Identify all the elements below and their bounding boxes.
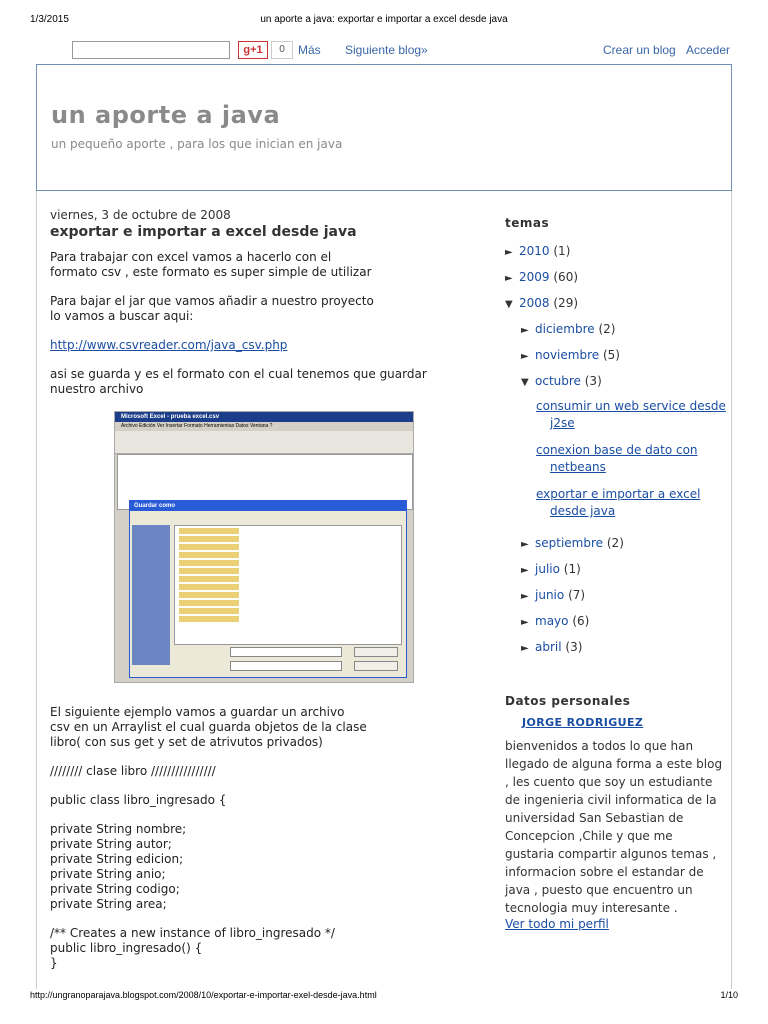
sidebar — [505, 208, 727, 931]
save-as-dialog-title: Guardar como — [130, 501, 406, 511]
archive-count: (3) — [565, 640, 583, 654]
archive-month-mayo[interactable] — [521, 608, 727, 634]
profile-about: bienvenidos a todos lo que han llegado de alguna forma a este blog , les cuento que soy un estudiante de ingenieria civil informatica de la universidad San Sebastian de Concepcion ,Chile y que me gustaria compartir algunos temas , informacion sobre el estandar de java , puesto que encuentro un tecnologia muy interesante . — [505, 739, 723, 915]
collapse-icon[interactable]: ▼ — [505, 299, 513, 310]
code-block — [50, 764, 450, 971]
archive-post-item — [521, 398, 727, 432]
archive-month-octubre[interactable] — [521, 368, 727, 394]
archive-year-2008[interactable] — [505, 290, 727, 316]
expand-icon[interactable]: ► — [505, 273, 513, 284]
create-blog-link[interactable]: Crear un blog — [603, 43, 676, 57]
archive-month-link[interactable]: octubre — [535, 374, 581, 388]
plus-one-count: 0 — [271, 41, 293, 59]
navbar-search-input[interactable] — [72, 41, 230, 59]
code-line: private String nombre; private String autor; private String edicion; private String anio; private String codigo; private String area; — [50, 822, 187, 911]
expand-icon[interactable]: ► — [521, 643, 529, 654]
print-page-number: 1/10 — [720, 990, 738, 1000]
csvreader-link[interactable]: http://www.csvreader.com/java_csv.php — [50, 338, 288, 352]
post-title[interactable]: exportar e importar a excel desde java — [50, 224, 357, 240]
archive-month-link[interactable]: septiembre — [535, 536, 604, 550]
post-date: viernes, 3 de octubre de 2008 — [50, 208, 231, 222]
print-date: 1/3/2015 — [30, 14, 69, 25]
blog-description: un pequeño aporte , para los que inician en java — [51, 137, 343, 151]
archive-count: (1) — [563, 562, 581, 576]
archive-month-link[interactable]: mayo — [535, 614, 569, 628]
archive-post-item — [521, 486, 727, 520]
archive-month-noviembre[interactable] — [521, 342, 727, 368]
archive-month-diciembre[interactable] — [521, 316, 727, 342]
code-line: //////// clase libro //////////////// — [50, 764, 216, 778]
blog-post — [50, 208, 450, 985]
expand-icon[interactable]: ► — [521, 351, 529, 362]
archive-count: (6) — [572, 614, 590, 628]
collapse-icon[interactable]: ▼ — [521, 377, 529, 388]
cancel-button — [354, 661, 398, 671]
blog-title[interactable]: un aporte a java — [51, 101, 281, 129]
see-full-profile-link[interactable]: Ver todo mi perfil — [505, 917, 609, 931]
archive-count: (7) — [568, 588, 586, 602]
filetype-field — [230, 661, 342, 671]
more-link[interactable]: Más — [298, 43, 321, 57]
post-paragraph: asi se guarda y es el formato con el cual tenemos que guardar nuestro archivo — [50, 367, 427, 396]
profile-name-link[interactable]: JORGE RODRIGUEZ — [522, 716, 644, 729]
archive-title: temas — [505, 216, 550, 230]
expand-icon[interactable]: ► — [521, 591, 529, 602]
expand-icon[interactable]: ► — [521, 617, 529, 628]
archive-count: (5) — [602, 348, 620, 362]
archive-count: (1) — [553, 244, 571, 258]
excel-menu-bar: Archivo Edición Ver Insertar Formato Herramientas Datos Ventana ? — [121, 423, 273, 429]
archive-count: (29) — [553, 296, 579, 310]
archive-month-junio[interactable] — [521, 582, 727, 608]
archive-month-julio[interactable] — [521, 556, 727, 582]
archive-month-septiembre[interactable] — [521, 530, 727, 556]
archive-year-link[interactable]: 2010 — [519, 244, 550, 258]
blog-header — [36, 64, 732, 191]
archive-count: (2) — [606, 536, 624, 550]
print-title: un aporte a java: exportar e importar a excel desde java — [260, 14, 508, 25]
archive-post-link[interactable]: consumir un web service desde j2se — [536, 399, 726, 430]
code-line: public class libro_ingresado { — [50, 793, 227, 807]
expand-icon[interactable]: ► — [505, 247, 513, 258]
archive-year-2009[interactable] — [505, 264, 727, 290]
blogger-navbar — [30, 38, 738, 64]
code-line: /** Creates a new instance of libro_ingresado */ public libro_ingresado() { } — [50, 926, 335, 970]
archive-count: (60) — [553, 270, 579, 284]
archive-count: (3) — [584, 374, 602, 388]
archive-year-2010[interactable] — [505, 238, 727, 264]
excel-title-bar: Microsoft Excel - prueba excel.csv — [115, 412, 413, 422]
expand-icon[interactable]: ► — [521, 325, 529, 336]
places-bar — [132, 525, 170, 665]
print-footer — [30, 990, 738, 1004]
print-url: http://ungranoparajava.blogspot.com/2008/10/exportar-e-importar-exel-desde-java.html — [30, 990, 377, 1000]
archive-year-link[interactable]: 2009 — [519, 270, 550, 284]
expand-icon[interactable]: ► — [521, 565, 529, 576]
save-as-dialog — [129, 500, 407, 678]
archive-year-link[interactable]: 2008 — [519, 296, 550, 310]
folder-list — [174, 525, 402, 645]
excel-toolbar — [115, 431, 413, 454]
archive-post-item — [521, 442, 727, 476]
print-header — [30, 14, 738, 28]
profile-title: Datos personales — [505, 694, 631, 708]
save-button — [354, 647, 398, 657]
sign-in-link[interactable]: Acceder — [686, 43, 731, 57]
post-paragraph: El siguiente ejemplo vamos a guardar un archivo csv en un Arraylist el cual guarda objetos de la clase libro( con sus get y set de atrivutos privados) — [50, 705, 367, 749]
archive-month-abril[interactable] — [521, 634, 727, 660]
next-blog-link[interactable]: Siguiente blog» — [345, 43, 428, 57]
archive-month-link[interactable]: noviembre — [535, 348, 600, 362]
google-plus-one-button[interactable]: g+1 — [238, 41, 268, 59]
post-paragraph: Para trabajar con excel vamos a hacerlo con el formato csv , este formato es super simple de utilizar — [50, 250, 372, 279]
archive-post-link[interactable]: conexion base de dato con netbeans — [536, 443, 698, 474]
filename-field — [230, 647, 342, 657]
post-paragraph: Para bajar el jar que vamos añadir a nuestro proyecto lo vamos a buscar aqui: — [50, 294, 374, 323]
archive-month-link[interactable]: abril — [535, 640, 562, 654]
expand-icon[interactable]: ► — [521, 539, 529, 550]
archive-month-link[interactable]: junio — [535, 588, 565, 602]
archive-post-link[interactable]: exportar e importar a excel desde java — [536, 487, 701, 518]
excel-save-screenshot[interactable] — [114, 411, 414, 683]
archive-month-link[interactable]: julio — [535, 562, 560, 576]
archive-count: (2) — [598, 322, 616, 336]
archive-month-link[interactable]: diciembre — [535, 322, 595, 336]
